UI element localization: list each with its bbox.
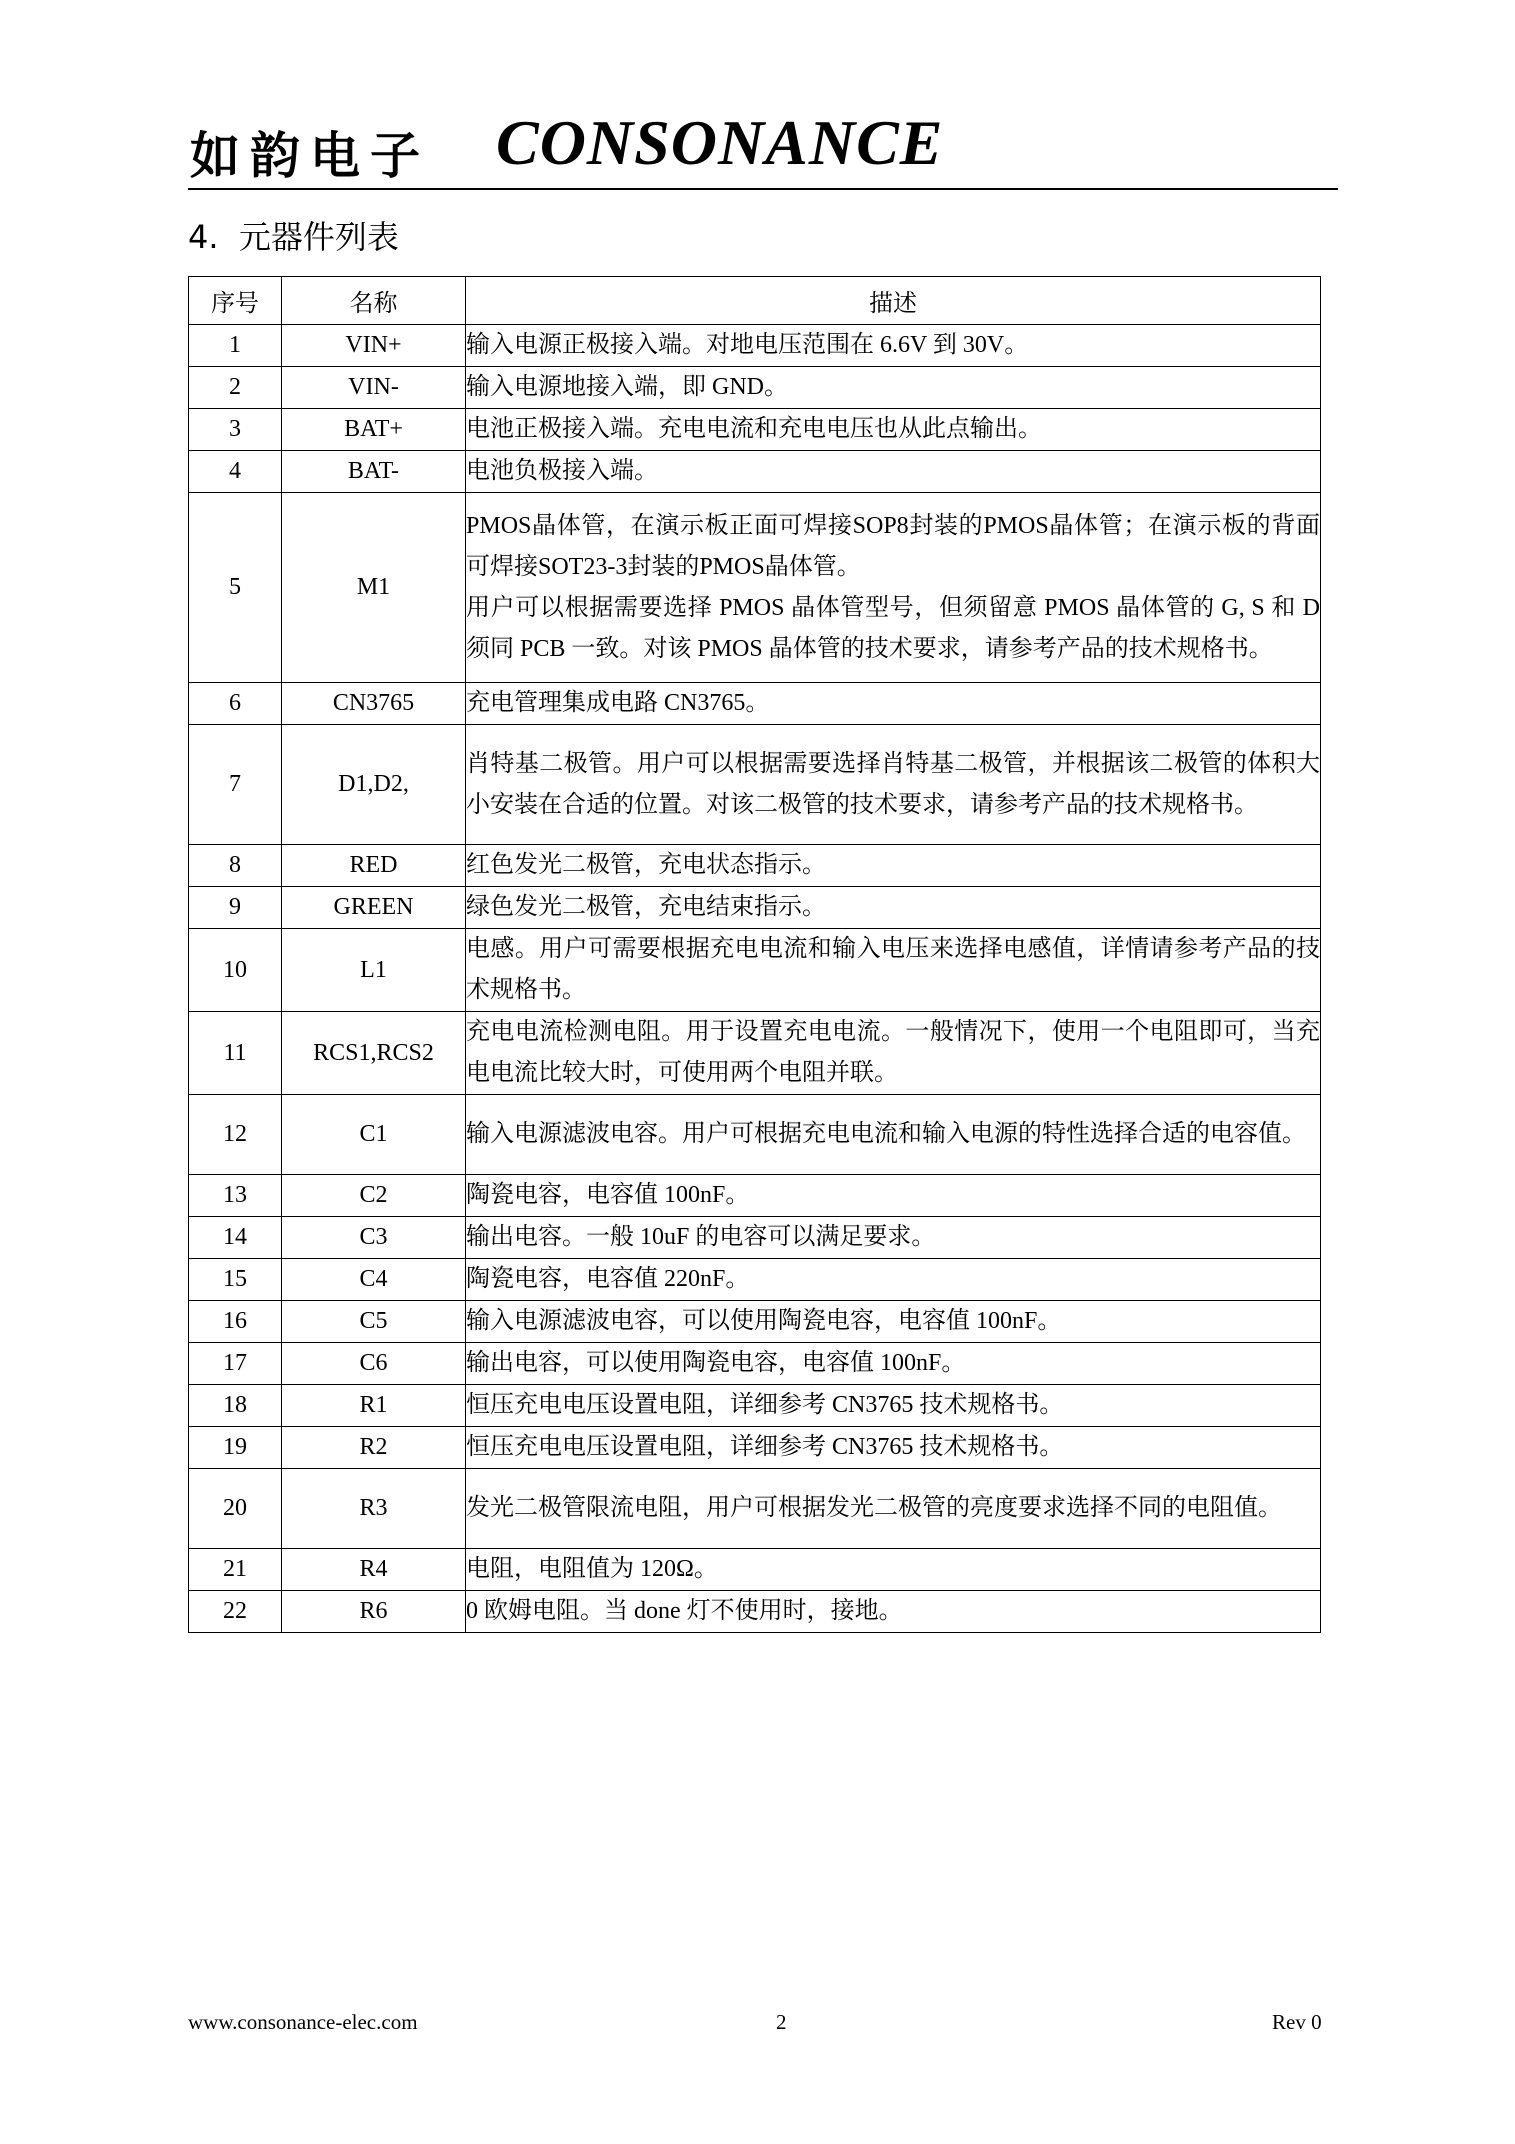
component-description bbox=[466, 409, 1321, 451]
table-row bbox=[189, 887, 1321, 929]
component-description bbox=[466, 367, 1321, 409]
section-title: 4. 元器件列表 bbox=[188, 218, 399, 256]
component-name: D1,D2, bbox=[282, 725, 466, 845]
component-description bbox=[466, 683, 1321, 725]
row-number: 22 bbox=[189, 1591, 282, 1633]
table-row bbox=[189, 929, 1321, 1012]
footer-page-number: 2 bbox=[776, 2010, 787, 2034]
component-name: C1 bbox=[282, 1095, 466, 1175]
footer-revision: Rev 0 bbox=[1272, 2010, 1322, 2034]
description-paragraph: 输入电源正极接入端。对地电压范围在 6.6V 到 30V。 bbox=[466, 332, 1029, 358]
component-name: C3 bbox=[282, 1217, 466, 1259]
description-paragraph: 输入电源滤波电容。用户可根据充电电流和输入电源的特性选择合适的电容值。 bbox=[466, 1121, 1306, 1147]
row-number: 4 bbox=[189, 451, 282, 493]
row-number: 9 bbox=[189, 887, 282, 929]
row-number: 16 bbox=[189, 1301, 282, 1343]
row-number: 19 bbox=[189, 1427, 282, 1469]
description-paragraph: 绿色发光二极管，充电结束指示。 bbox=[466, 894, 826, 920]
table-row bbox=[189, 1217, 1321, 1259]
component-name: BAT- bbox=[282, 451, 466, 493]
description-paragraph: 肖特基二极管。用户可以根据需要选择肖特基二极管，并根据该二极管的体积大小安装在合适的位置。对该二极管的技术要求，请参考产品的技术规格书。 bbox=[466, 750, 1320, 818]
table-row bbox=[189, 1549, 1321, 1591]
row-number: 6 bbox=[189, 683, 282, 725]
component-name: C5 bbox=[282, 1301, 466, 1343]
row-number: 11 bbox=[189, 1012, 282, 1095]
table-row bbox=[189, 1427, 1321, 1469]
component-name: M1 bbox=[282, 493, 466, 683]
header-name: 名称 bbox=[282, 277, 466, 325]
component-name: VIN- bbox=[282, 367, 466, 409]
description-paragraph: 电阻，电阻值为 120Ω。 bbox=[466, 1556, 718, 1582]
row-number: 7 bbox=[189, 725, 282, 845]
component-name: L1 bbox=[282, 929, 466, 1012]
parts-table bbox=[188, 276, 1321, 1633]
row-number: 1 bbox=[189, 325, 282, 367]
row-number: 10 bbox=[189, 929, 282, 1012]
component-description bbox=[466, 1301, 1321, 1343]
component-description bbox=[466, 929, 1321, 1012]
description-paragraph: 充电电流检测电阻。用于设置充电电流。一般情况下，使用一个电阻即可，当充电电流比较大时，可使用两个电阻并联。 bbox=[466, 1019, 1320, 1086]
row-number: 18 bbox=[189, 1385, 282, 1427]
component-description bbox=[466, 845, 1321, 887]
component-name: R6 bbox=[282, 1591, 466, 1633]
brand-name-chinese: 如韵电子 bbox=[190, 126, 430, 185]
row-number: 3 bbox=[189, 409, 282, 451]
table-row bbox=[189, 1175, 1321, 1217]
component-name: VIN+ bbox=[282, 325, 466, 367]
table-row bbox=[189, 845, 1321, 887]
row-number: 14 bbox=[189, 1217, 282, 1259]
component-name: C4 bbox=[282, 1259, 466, 1301]
component-name: RED bbox=[282, 845, 466, 887]
table-row bbox=[189, 1469, 1321, 1549]
component-name: BAT+ bbox=[282, 409, 466, 451]
parts-table-body bbox=[189, 325, 1321, 1633]
table-header-row bbox=[189, 277, 1321, 325]
table-row bbox=[189, 1301, 1321, 1343]
description-paragraph: 陶瓷电容，电容值 220nF。 bbox=[466, 1266, 750, 1292]
table-row bbox=[189, 1591, 1321, 1633]
description-paragraph: 电感。用户可需要根据充电电流和输入电压来选择电感值，详情请参考产品的技术规格书。 bbox=[466, 936, 1320, 1003]
component-description bbox=[466, 887, 1321, 929]
row-number: 8 bbox=[189, 845, 282, 887]
component-description bbox=[466, 1095, 1321, 1175]
component-description bbox=[466, 725, 1321, 845]
footer-url: www.consonance-elec.com bbox=[188, 2010, 418, 2034]
component-name: R2 bbox=[282, 1427, 466, 1469]
component-name: C6 bbox=[282, 1343, 466, 1385]
component-description bbox=[466, 1469, 1321, 1549]
description-paragraph: PMOS晶体管，在演示板正面可焊接SOP8封装的PMOS晶体管；在演示板的背面可焊接SOT23-3封装的PMOS晶体管。 bbox=[466, 512, 1320, 580]
description-paragraph: 用户可以根据需要选择 PMOS 晶体管型号，但须留意 PMOS 晶体管的 G, S 和 D 须同 PCB 一致。对该 PMOS 晶体管的技术要求，请参考产品的技术规格书。 bbox=[466, 594, 1320, 662]
component-description bbox=[466, 1549, 1321, 1591]
component-description bbox=[466, 451, 1321, 493]
description-paragraph: 陶瓷电容，电容值 100nF。 bbox=[466, 1182, 750, 1208]
description-paragraph: 输出电容，可以使用陶瓷电容，电容值 100nF。 bbox=[466, 1350, 966, 1376]
table-row bbox=[189, 1385, 1321, 1427]
component-description bbox=[466, 1427, 1321, 1469]
table-row bbox=[189, 493, 1321, 683]
component-name: C2 bbox=[282, 1175, 466, 1217]
description-paragraph: 电池正极接入端。充电电流和充电电压也从此点输出。 bbox=[466, 416, 1042, 442]
component-name: GREEN bbox=[282, 887, 466, 929]
table-row bbox=[189, 1012, 1321, 1095]
component-name: R1 bbox=[282, 1385, 466, 1427]
table-row bbox=[189, 409, 1321, 451]
component-name: RCS1,RCS2 bbox=[282, 1012, 466, 1095]
description-paragraph: 发光二极管限流电阻，用户可根据发光二极管的亮度要求选择不同的电阻值。 bbox=[466, 1495, 1282, 1521]
row-number: 13 bbox=[189, 1175, 282, 1217]
table-row bbox=[189, 367, 1321, 409]
component-description bbox=[466, 325, 1321, 367]
row-number: 15 bbox=[189, 1259, 282, 1301]
component-name: R4 bbox=[282, 1549, 466, 1591]
row-number: 20 bbox=[189, 1469, 282, 1549]
component-description bbox=[466, 1012, 1321, 1095]
table-row bbox=[189, 325, 1321, 367]
brand-name-english: CONSONANCE bbox=[496, 107, 944, 178]
description-paragraph: 输入电源地接入端，即 GND。 bbox=[466, 374, 788, 400]
description-paragraph: 输出电容。一般 10uF 的电容可以满足要求。 bbox=[466, 1224, 936, 1250]
component-name: R3 bbox=[282, 1469, 466, 1549]
table-row bbox=[189, 683, 1321, 725]
page-header bbox=[188, 106, 1338, 190]
row-number: 5 bbox=[189, 493, 282, 683]
description-paragraph: 恒压充电电压设置电阻，详细参考 CN3765 技术规格书。 bbox=[466, 1434, 1064, 1460]
component-description bbox=[466, 1217, 1321, 1259]
row-number: 21 bbox=[189, 1549, 282, 1591]
header-description: 描述 bbox=[466, 277, 1321, 325]
component-description bbox=[466, 1343, 1321, 1385]
table-row bbox=[189, 1343, 1321, 1385]
component-description bbox=[466, 493, 1321, 683]
component-description bbox=[466, 1385, 1321, 1427]
table-row bbox=[189, 1259, 1321, 1301]
description-paragraph: 0 欧姆电阻。当 done 灯不使用时，接地。 bbox=[466, 1598, 903, 1624]
component-description bbox=[466, 1259, 1321, 1301]
description-paragraph: 红色发光二极管，充电状态指示。 bbox=[466, 852, 826, 878]
table-row bbox=[189, 725, 1321, 845]
row-number: 12 bbox=[189, 1095, 282, 1175]
description-paragraph: 电池负极接入端。 bbox=[466, 458, 658, 484]
row-number: 2 bbox=[189, 367, 282, 409]
description-paragraph: 输入电源滤波电容，可以使用陶瓷电容，电容值 100nF。 bbox=[466, 1308, 1062, 1334]
row-number: 17 bbox=[189, 1343, 282, 1385]
description-paragraph: 恒压充电电压设置电阻，详细参考 CN3765 技术规格书。 bbox=[466, 1392, 1064, 1418]
component-description bbox=[466, 1175, 1321, 1217]
description-paragraph: 充电管理集成电路 CN3765。 bbox=[466, 690, 770, 716]
component-name: CN3765 bbox=[282, 683, 466, 725]
component-description bbox=[466, 1591, 1321, 1633]
header-number: 序号 bbox=[189, 277, 282, 325]
table-row bbox=[189, 451, 1321, 493]
table-row bbox=[189, 1095, 1321, 1175]
